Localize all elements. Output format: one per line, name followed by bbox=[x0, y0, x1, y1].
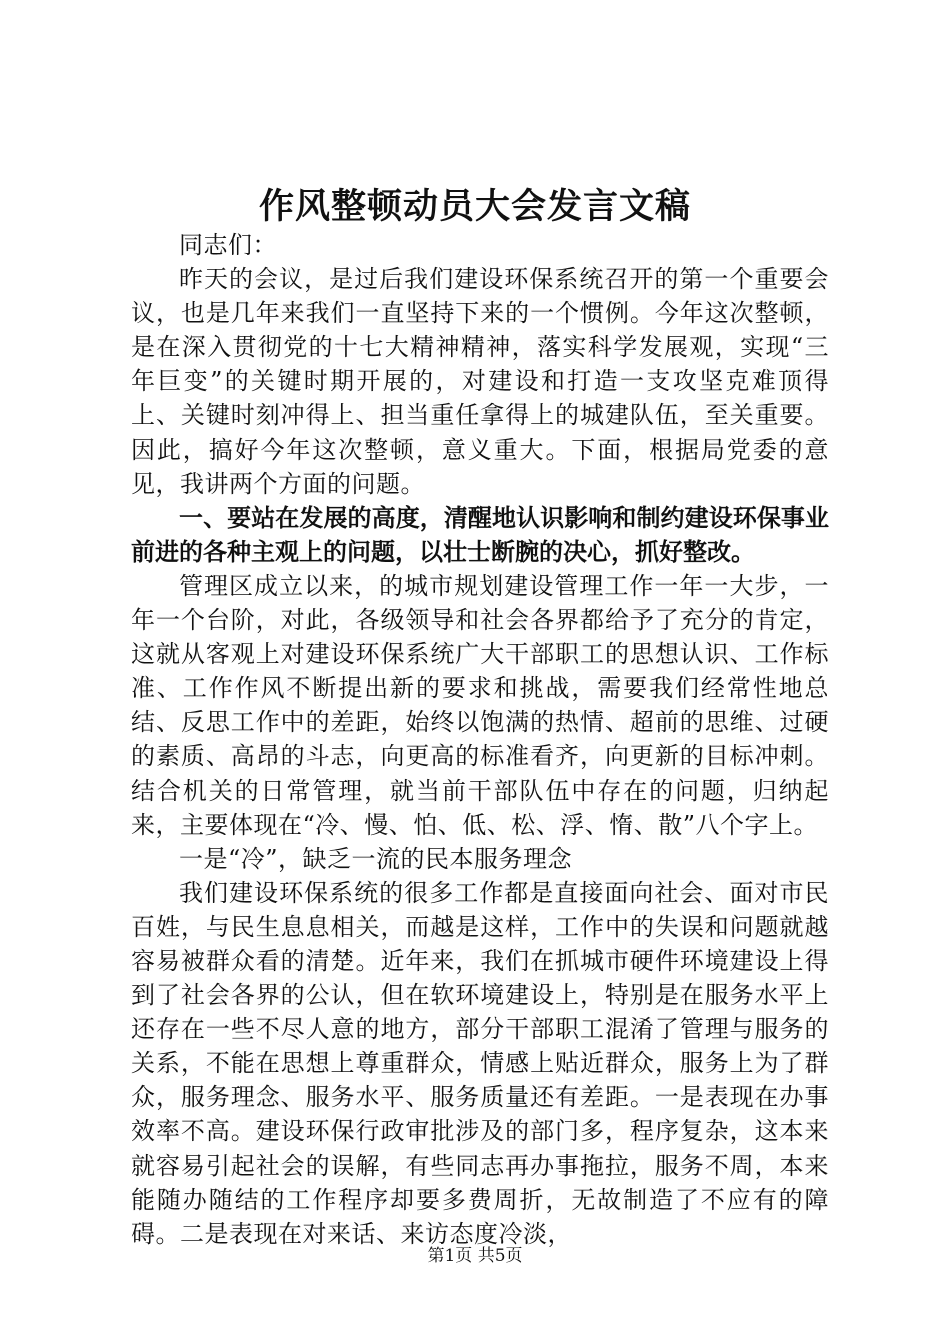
paragraph-leng-detail: 我们建设环保系统的很多工作都是直接面向社会、面对市民百姓，与民生息息相关，而越是这样，工作中的失误和问题就越容易被群众看的清楚。近年来，我们在抓城市硬件环境建设上得到了社会各界的公认，但在软环境建设上，特别是在服务水平上还存在一些不尽人意的地方，部分干部职工混淆了管理与服务的关系，不能在思想上尊重群众，情感上贴近群众，服务上为了群众，服务理念、服务水平、服务质量还有差距。一是表现在办事效率不高。建设环保行政审批涉及的部门多，程序复杂，这本来就容易引起社会的误解，有些同志再办事拖拉，服务不周，本来能随办随结的工作程序却要多费周折，无故制造了不应有的障碍。二是表现在对来话、来访态度冷淡， bbox=[131, 878, 829, 1248]
section-heading-1: 一、要站在发展的高度，清醒地认识影响和制约建设环保事业前进的各种主观上的问题，以壮士断腕的决心，抓好整改。 bbox=[131, 503, 829, 566]
paragraph-salutation: 同志们： bbox=[179, 231, 277, 259]
document-body bbox=[131, 228, 829, 1251]
paragraph-section-1: 管理区成立以来，的城市规划建设管理工作一年一大步，一年一个台阶，对此，各级领导和社会各界都给予了充分的肯定，这就从客观上对建设环保系统广大干部职工的思想认识、工作标准、工作作风不断提出新的要求和挑战，需要我们经常性地总结、反思工作中的差距，始终以饱满的热情、超前的思维、过硬的素质、高昂的斗志，向更高的标准看齐，向更新的目标冲刺。结合机关的日常管理，就当前干部队伍中存在的问题，归纳起来，主要体现在“冷、慢、怕、低、松、浮、惰、散”八个字上。 bbox=[131, 571, 829, 839]
document-title: 作风整顿动员大会发言文稿 bbox=[258, 186, 691, 227]
paragraph-intro: 昨天的会议，是过后我们建设环保系统召开的第一个重要会议，也是几年来我们一直坚持下来的一个惯例。今年这次整顿，是在深入贯彻党的十七大精神精神，落实科学发展观，实现“三年巨变”的关键时期开展的，对建设和打造一支攻坚克难顶得上、关键时刻冲得上、担当重任拿得上的城建队伍，至关重要。因此，搞好今年这次整顿，意义重大。下面，根据局党委的意见，我讲两个方面的问题。 bbox=[131, 265, 829, 498]
subheading-leng: 一是“冷”，缺乏一流的民本服务理念 bbox=[179, 844, 573, 873]
page-number-footer: 第1页 共5页 bbox=[427, 1246, 523, 1266]
